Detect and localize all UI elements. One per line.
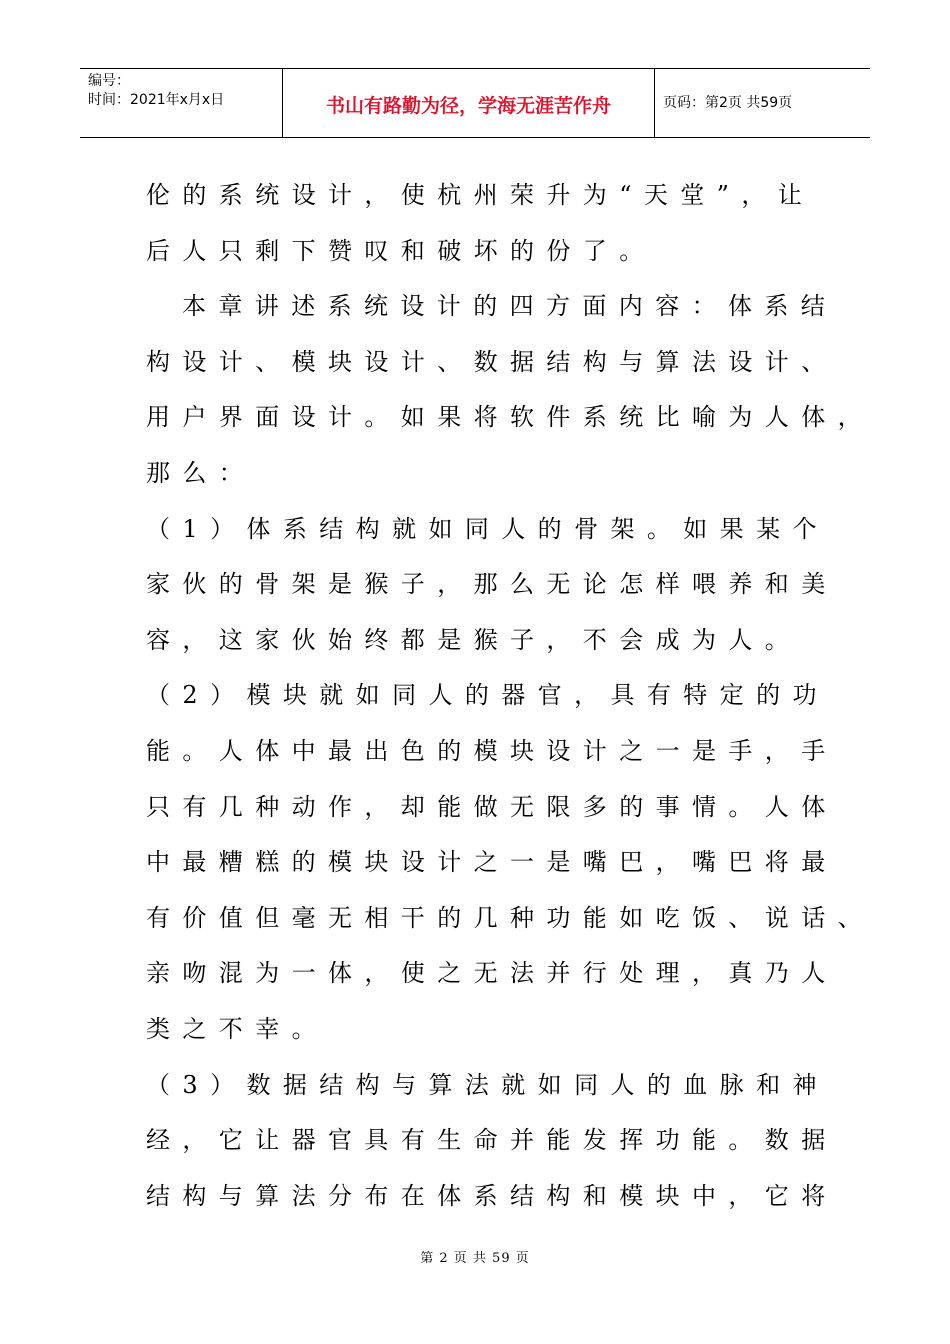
body-text-line: 经，它让器官具有生命并能发挥功能。数据: [146, 1126, 838, 1155]
body-text-line: 中最糟糕的模块设计之一是嘴巴，嘴巴将最: [146, 848, 838, 877]
body-text-line: 有价值但毫无相干的几种功能如吃饭、说话、: [146, 903, 874, 932]
body-text-line: 用户界面设计。如果将软件系统比喻为人体，: [146, 403, 874, 432]
body-text-line: 类之不幸。: [146, 1014, 328, 1043]
header-page-info: 页码：第2页 共59页: [663, 95, 793, 111]
body-text-line: 只有几种动作，却能做无限多的事情。人体: [146, 792, 838, 821]
body-text-line: 容，这家伙始终都是猴子，不会成为人。: [146, 625, 802, 654]
body-text-line: 结构与算法分布在体系结构和模块中，它将: [146, 1181, 838, 1210]
page-footer: 第 2 页 共 59 页: [420, 1251, 530, 1266]
body-text-line: 后人只剩下赞叹和破坏的份了。: [146, 236, 656, 265]
body-text-line: （2）模块就如同人的器官，具有特定的功: [146, 681, 829, 710]
document-time-label: 时间：2021年x月x日: [88, 92, 225, 108]
body-text-line: （1）体系结构就如同人的骨架。如果某个: [146, 514, 829, 543]
document-number-label: 编号：: [88, 73, 130, 89]
body-text-line: 本章讲述系统设计的四方面内容：体系结: [182, 292, 838, 321]
body-text-line: 伦的系统设计，使杭州荣升为“天堂”，让: [146, 181, 815, 209]
header-left-cell: [80, 69, 282, 137]
header-right-cell: [655, 69, 870, 137]
header-motto-cell: [282, 69, 655, 137]
document-body: [146, 168, 874, 1224]
body-text-line: （3）数据结构与算法就如同人的血脉和神: [146, 1070, 829, 1099]
body-text-line: 那么：: [146, 458, 256, 487]
body-text-line: 亲吻混为一体，使之无法并行处理，真乃人: [146, 959, 838, 988]
body-text-line: 构设计、模块设计、数据结构与算法设计、: [146, 347, 838, 376]
body-text-line: 能。人体中最出色的模块设计之一是手，手: [146, 736, 838, 765]
header-motto: 书山有路勤为径，学海无涯苦作舟: [325, 95, 611, 117]
body-text-line: 家伙的骨架是猴子，那么无论怎样喂养和美: [146, 570, 838, 599]
page-header: [80, 68, 870, 138]
